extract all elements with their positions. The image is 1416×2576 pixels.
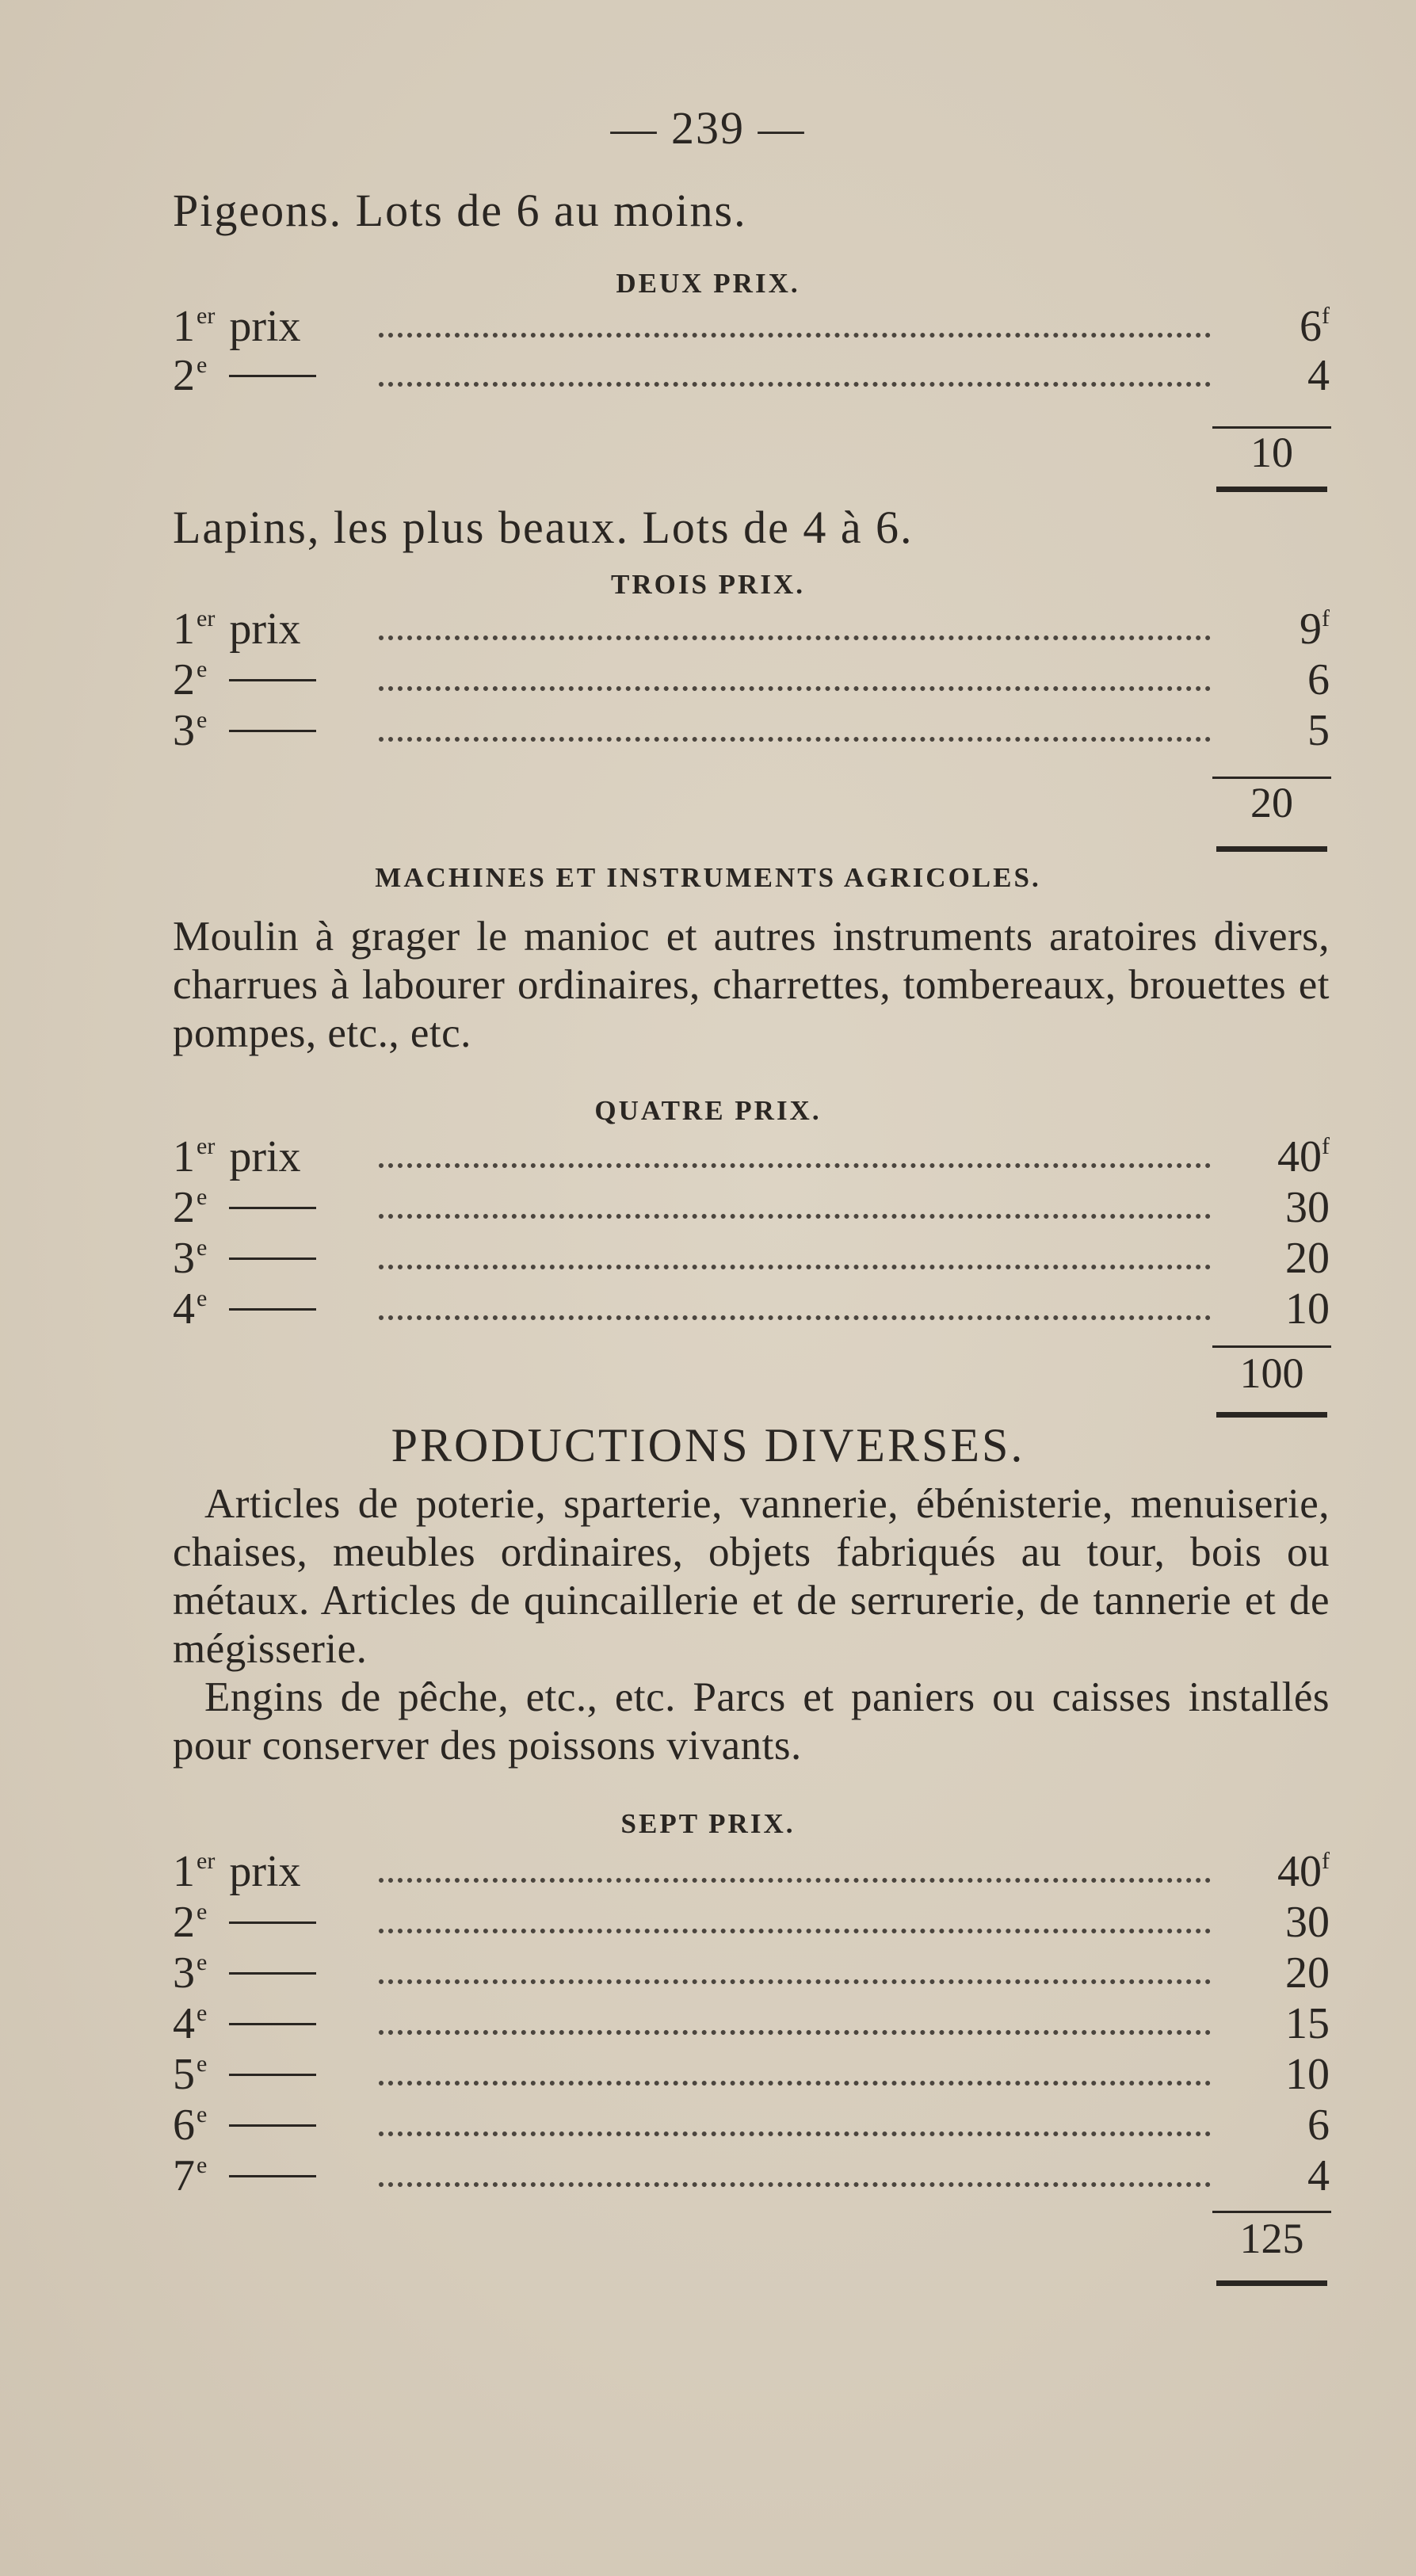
ditto-dash bbox=[229, 2175, 316, 2177]
prize-rank: 1er prix bbox=[173, 302, 301, 351]
prize-amount: 20 bbox=[1285, 1234, 1330, 1283]
lapins-prize-row bbox=[173, 705, 1330, 756]
dot-leader bbox=[379, 1265, 1211, 1269]
ditto-dash bbox=[229, 1922, 316, 1924]
prize-amount: 10 bbox=[1285, 2050, 1330, 2099]
prize-amount: 20 bbox=[1285, 1948, 1330, 1998]
pigeons-prize-row bbox=[173, 350, 1330, 401]
machines-prizes-heading: QUATRE PRIX. bbox=[594, 1095, 822, 1126]
pigeons-end-rule bbox=[1216, 487, 1327, 492]
productions-prize-row bbox=[173, 1897, 1330, 1948]
prize-rank: 1er prix bbox=[173, 1132, 301, 1181]
ditto-dash bbox=[229, 1257, 316, 1260]
productions-prizes-heading: SEPT PRIX. bbox=[620, 1808, 796, 1839]
ditto-dash bbox=[229, 2124, 316, 2127]
dot-leader bbox=[379, 2081, 1211, 2086]
prize-amount: 4 bbox=[1307, 351, 1330, 400]
prize-rank: 2e bbox=[173, 654, 316, 705]
prize-rank: 6e bbox=[173, 2100, 316, 2150]
productions-prize-row bbox=[173, 2150, 1330, 2201]
prize-rank: 2e bbox=[173, 350, 316, 401]
prize-rank: 4e bbox=[173, 1284, 316, 1334]
prize-amount: 30 bbox=[1285, 1898, 1330, 1947]
prize-rank: 7e bbox=[173, 2150, 316, 2201]
machines-prize-row bbox=[173, 1182, 1330, 1233]
prize-amount: 15 bbox=[1285, 1999, 1330, 2048]
prize-amount: 10 bbox=[1285, 1284, 1330, 1334]
machines-sum-line bbox=[1212, 1345, 1331, 1348]
dot-leader bbox=[379, 1929, 1211, 1933]
ditto-dash bbox=[229, 1972, 316, 1975]
dot-leader bbox=[379, 2030, 1211, 2035]
ditto-dash bbox=[229, 1207, 316, 1209]
pigeons-prize-row bbox=[173, 301, 1330, 352]
productions-prize-row bbox=[173, 2100, 1330, 2150]
dot-leader bbox=[379, 1315, 1211, 1320]
dot-leader bbox=[379, 1163, 1211, 1168]
machines-prize-row bbox=[173, 1284, 1330, 1334]
machines-heading: MACHINES ET INSTRUMENTS AGRICOLES. bbox=[375, 862, 1041, 893]
prize-rank: 5e bbox=[173, 2049, 316, 2100]
lapins-prize-row bbox=[173, 604, 1330, 654]
dot-leader bbox=[379, 382, 1211, 387]
productions-prize-row bbox=[173, 1948, 1330, 1998]
productions-paragraph-1: Articles de poterie, sparterie, vannerie, ébénisterie, menuiserie, chaises, meubles ordinaires, objets fabriqués au tour, bois ou métaux. Articles de quincaillerie et de serrurerie, de tannerie et de mégisserie. bbox=[173, 1481, 1330, 1672]
pigeons-title: Pigeons. Lots de 6 au moins. bbox=[173, 185, 747, 236]
prize-amount: 6 bbox=[1307, 2101, 1330, 2150]
productions-sum-line bbox=[1212, 2211, 1331, 2213]
prize-amount: 9$^f$ bbox=[1300, 605, 1330, 654]
prize-amount: 5 bbox=[1307, 706, 1330, 755]
productions-paragraph-2: Engins de pêche, etc., etc. Parcs et paniers ou caisses installés pour conserver des poissons vivants. bbox=[173, 1674, 1330, 1769]
productions-prize-row bbox=[173, 1998, 1330, 2049]
prize-rank: 2e bbox=[173, 1182, 316, 1233]
productions-end-rule bbox=[1216, 2280, 1327, 2286]
prize-rank: 3e bbox=[173, 705, 316, 756]
productions-total: 125 bbox=[1239, 2215, 1304, 2262]
dot-leader bbox=[379, 686, 1211, 691]
ditto-dash bbox=[229, 679, 316, 681]
prize-rank: 2e bbox=[173, 1897, 316, 1948]
dot-leader bbox=[379, 1979, 1211, 1984]
dot-leader bbox=[379, 2182, 1211, 2187]
ditto-dash bbox=[229, 1308, 316, 1311]
lapins-title: Lapins, les plus beaux. Lots de 4 à 6. bbox=[173, 502, 914, 553]
dot-leader bbox=[379, 333, 1211, 338]
machines-prize-row bbox=[173, 1233, 1330, 1284]
prize-amount: 6 bbox=[1307, 655, 1330, 704]
prize-rank: 4e bbox=[173, 1998, 316, 2049]
dot-leader bbox=[379, 737, 1211, 742]
prize-rank: 1er prix bbox=[173, 1847, 301, 1896]
prize-amount: 40$^f$ bbox=[1277, 1847, 1330, 1896]
prize-amount: 4 bbox=[1307, 2151, 1330, 2200]
pigeons-total: 10 bbox=[1250, 429, 1293, 476]
prize-amount: 30 bbox=[1285, 1183, 1330, 1232]
dot-leader bbox=[379, 1878, 1211, 1883]
ditto-dash bbox=[229, 2023, 316, 2025]
lapins-prize-row bbox=[173, 654, 1330, 705]
machines-end-rule bbox=[1216, 1412, 1327, 1418]
prize-amount: 40$^f$ bbox=[1277, 1132, 1330, 1181]
prize-rank: 1er prix bbox=[173, 605, 301, 654]
ditto-dash bbox=[229, 2074, 316, 2076]
productions-prize-row bbox=[173, 1846, 1330, 1897]
machines-total: 100 bbox=[1239, 1349, 1304, 1397]
dot-leader bbox=[379, 2131, 1211, 2136]
lapins-end-rule bbox=[1216, 846, 1327, 852]
prize-rank: 3e bbox=[173, 1233, 316, 1284]
prize-rank: 3e bbox=[173, 1948, 316, 1998]
prize-amount: 6$^f$ bbox=[1300, 302, 1330, 351]
machines-paragraph: Moulin à grager le manioc et autres instruments aratoires divers, charrues à labourer ordinaires, charrettes, tombereaux, brouettes et pompes, etc., etc. bbox=[173, 914, 1330, 1056]
dot-leader bbox=[379, 1214, 1211, 1219]
machines-prize-row bbox=[173, 1132, 1330, 1182]
productions-heading: PRODUCTIONS DIVERSES. bbox=[391, 1419, 1025, 1471]
productions-prize-row bbox=[173, 2049, 1330, 2100]
lapins-prizes-heading: TROIS PRIX. bbox=[611, 569, 805, 600]
ditto-dash bbox=[229, 730, 316, 732]
page-number: — 239 — bbox=[610, 102, 806, 154]
pigeons-prizes-heading: DEUX PRIX. bbox=[616, 268, 800, 299]
ditto-dash bbox=[229, 375, 316, 377]
lapins-total: 20 bbox=[1250, 779, 1293, 826]
dot-leader bbox=[379, 635, 1211, 640]
